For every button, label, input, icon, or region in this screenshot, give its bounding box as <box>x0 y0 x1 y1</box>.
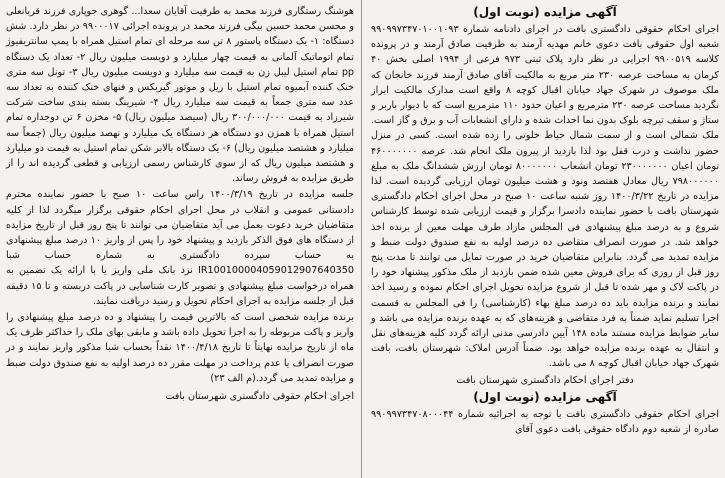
left-column <box>0 0 360 478</box>
auction-ad-3-body-part2: جلسه مزایده در تاریخ ۱۴۰۰/۳/۱۹ راس ساعت ۱۰ صبح با حضور نماینده محترم دادستانی عمومی و انقلاب در محل اجرای احکام حقوقی برگزار میگردد لذا از کلیه متقاضیان خرید دعوت بعمل می آید متقاضیان می توانند تا پنج روز قبل از تاریخ مزایده از دستگاه های فوق الذکر بازدید و پیشنهاد خود را پس از واریز ۱۰ درصد مبلغ پیشنهادی به حساب سپرده دادگستری به شماره حساب شبا IR100100004059012907640350 نزد بانک ملی واریز یا با ارائه یک تضمین به همراه درخواست مبلغ پیشنهادی و تصویر کارت شناسایی در پاکت دربسته و تا ۱۵ دقیقه قبل از جلسه مزایده به اجرای احکام تحویل و رسید دریافت نمایند. <box>6 189 354 307</box>
auction-ad-1-body: اجرای احکام حقوقی دادگستری بافت در اجرای دادنامه شماره ۹۹۰۹۹۷۳۴۷۰۱۰۰۱۰۹۳ شعبه اول حقوقی بافت دعوی خانم مهدیه آرمند به طرفیت صادق آرمند و در پرونده کلاسه ۹۹۰۰۵۱۹ اجرایی در نظر دارد پلاک ثبتی ۹۷۳ فرعی از ۱۹۹۴ اصلی بخش ۴۰ کرمان به مساحت عرصه ۲۳۰ متر مربع به مالکیت آقای صادق آرمند فرزند خانجان که ملک موصوف در شهرک جهاد خیابان اقبال کوچه ۸ واقع است مدارک مالکیت ابراز نگردید مساحت عرصه ۲۳۰ مترمربع و اعیان حدود ۱۱۰ مترمربع است که با دیوار باربر و ستاژ و سقف تیرچه بلوک بدون نما احداث شده و دارای انشعابات آب و برق و گاز است. ملک شمالی است و از سمت شمال حیاط خلوتی را زده شده است. کسی در منزل حضور نداشت و درب قفل بود لذا بازدید از پیرون ملک انجام شد. عرصه ۴۶۰۰۰۰۰۰۰ تومان اعیان ۲۳۰۰۰۰۰۰۰ تومان انشعاب ۸۰۰۰۰۰۰۰ تومان ارزش ششدانگ ملک به مبلغ ۷۹۸۰۰۰۰۰۰ ریال معادل هفتصد ونود و هشت میلیون تومان ارزیابی گردیده است. لذا مزایده در تاریخ ۱۴۰۰/۳/۲۲ روز شنبه ساعت ۱۰ صبح در محل اجرای احکام دادگستری شهرستان بافت با حضور نماینده دادسرا برگزار و قیمت ارزیابی شده توسط کارشناس شروع و به درصد مبلغ پیشنهادی فی المجلس مازاد طرف مهلت معین از برنده اخذ خواهد شد. در صورت انصراف متقاضی ده درصد اولیه به نفع صندوق دولت ضبط و مزایده تمدید می گردد. بنابراین متقاضیان خرید در صورت تمایل می توانند تا مدت پنج روز قبل از روزی که برای فروش معین شده ضمن بازدید از ملک مذکور پیشنهاد خود را در پاکت لاک و مهر شده تا قبل از شروع مزایده تحویل اجرای احکام نموده و رسید اخذ نمایند و برنده مزایده باید ده درصد مبلغ بهاء (کارشناسی) را فی المجلس به قسمت اجرا تسلیم نماید ضمناً به فرد متقاضی و هزینه‌های که به عهده برنده مزایده می باشد و سایر ضوابط مزایده مستند ماده ۱۴۸ آیین دادرسی مدنی ارائه گردد کلیه هزینه‌های نقل و انتقال به عهده برنده مزایده خواهد بود. ضمناً آدرس املاک: شهرستان بافت، بافت شهرک جهاد خیابان اقبال کوچه ۸ می باشد. <box>371 24 719 370</box>
auction-ad-1-title: آگهی مزایده (نوبت اول) <box>473 5 617 19</box>
auction-ad-1-signature: دفتر اجرای احکام دادگستری شهرستان بافت <box>456 374 634 386</box>
column-divider <box>361 0 362 478</box>
auction-ad-3-body-part3: برنده مزایده شخصی است که بالاترین قیمت را پیشنهاد و ده درصد مبلغ پیشنهادی را واریز و پاکت مربوطه را به اجرا تحویل داده باشد و مابقی بهای ملک را حداکثر ظرف یک ماه از تاریخ مزایده نهایتاً تا تاریخ ۱۴۰۰/۴/۱۸ نقداً بحساب شبا مذکور واریز نمایند و در صورت انصراف یا عدم پرداخت در مهلت مقرر ده درصد اولیه به نفع صندوق دولت ضبط و مزایده تمدید می گردد.(م الف ۲۳) <box>6 312 355 384</box>
auction-ad-3-body-part1: هوشنگ رستگاری فرزند محمد به طرفیت آقایان سعدا... گوهری جوپاری فرزند قربانعلی و محسن محمد حسین بیگی فرزند محمد در پرونده اجرائی ۹۹۰۰۰۱۷ در نظر دارد. شش دستگاه: ۱- یک دستگاه پاستور ۸ تن سه مرحله ای تمام استیل همراه با پمپ سانتریفیوژ تمام اتوماتیک آلمانی به قیمت چهار میلیارد و دویست میلیون ریال ۲- تعداد یک دستگاه pp تمام استیل لیبل زن به قیمت سه میلیارد و دویست میلیون ریال ۳- تونل سه متری خنک کننده آبمیوه تمام استیل با ریل و موتور گیربکس و فنهای خنک کننده به تعداد سه عدد سه متری جمعاً به قیمت سه میلیارد ریال ۴- شیرینگ بسته بندی ساخت شرکت شیرزاد به قیمت ۳۰۰/۰۰۰/۰۰۰ ریال (سیصد میلیون ریال) ۵- مخزن ۶ تن دوجداره تمام استیل همراه با همزن دو دستگاه هر دستگاه یک میلیارد و نهصد میلیون ریال (جمعاً سه میلیارد و هشتصد میلیون ریال) ۶- یک دستگاه بالابر شکن تمام استیل به قیمت دو میلیارد و هشتصد میلیون ریال که از سوی کارشناس رسمی ارزیابی و قطعی گردیده اند را از طریق مزایده به فروش رساند. <box>6 6 355 185</box>
auction-ad-3-signature: اجرای احکام حقوقی دادگستری شهرستان بافت <box>165 391 354 403</box>
right-column <box>365 0 725 478</box>
auction-ad-2-body: اجرای احکام حقوقی دادگستری بافت با توجه به اجرائیه شماره ۹۹۰۹۹۷۳۴۷۰۸۰۰۰۴۴ صادره از شعبه دوم دادگاه حقوقی بافت دعوی آقای <box>371 408 719 436</box>
auction-ad-2-title: آگهی مزایده (نوبت اول) <box>473 389 617 404</box>
